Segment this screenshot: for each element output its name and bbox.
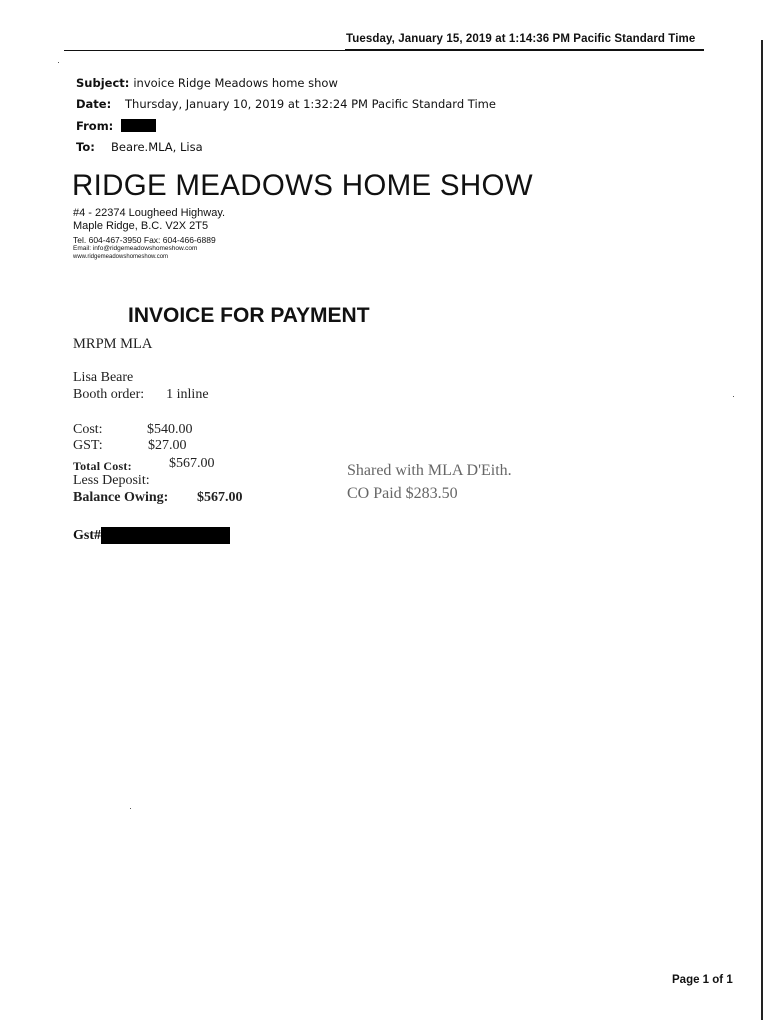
balance-owing-value: $567.00 [197, 490, 243, 505]
print-timestamp: Tuesday, January 15, 2019 at 1:14:36 PM Pacific Standard Time [346, 33, 696, 45]
total-cost-label: Total Cost: [73, 459, 132, 473]
balance-owing-label: Balance Owing: [73, 490, 169, 505]
gst-number-label: Gst# [73, 527, 101, 543]
scan-speck [58, 62, 59, 63]
scan-speck [733, 396, 734, 397]
invoice-recipient: MRPM MLA [73, 336, 153, 352]
subject-label: Subject: [76, 75, 130, 90]
subject-value: invoice Ridge Meadows home show [133, 75, 338, 90]
to-label: To: [76, 140, 95, 155]
booth-order-row [73, 387, 209, 403]
company-name: RIDGE MEADOWS HOME SHOW [72, 169, 533, 202]
redaction-box [121, 119, 156, 132]
company-address-line2: Maple Ridge, B.C. V2X 2T5 [73, 220, 209, 232]
date-value: Thursday, January 10, 2019 at 1:32:24 PM Pacific Standard Time [125, 97, 496, 112]
subject-row [76, 72, 496, 94]
gst-label: GST: [73, 438, 103, 453]
to-value: Beare.MLA, Lisa [111, 140, 203, 155]
gst-number-row [73, 527, 230, 544]
date-row [76, 94, 496, 116]
customer-name: Lisa Beare [73, 370, 134, 385]
scan-speck [130, 808, 131, 809]
from-label: From: [76, 118, 114, 133]
header-rule-bold [345, 49, 704, 51]
booth-order-label: Booth order: [73, 387, 145, 402]
page-number: Page 1 of 1 [672, 974, 733, 986]
company-email: Email: info@ridgemeadowshomeshow.com [73, 245, 198, 252]
company-address-line1: #4 - 22374 Lougheed Highway. [73, 207, 226, 219]
from-row [76, 115, 496, 137]
cost-label: Cost: [73, 422, 103, 437]
email-metadata [76, 72, 496, 158]
gst-number-redaction [101, 527, 230, 544]
cost-value: $540.00 [147, 422, 193, 437]
company-website: www.ridgemeadowshomeshow.com [73, 254, 169, 260]
company-phone: Tel. 604-467-3950 Fax: 604-466-6889 [73, 235, 216, 245]
handwritten-note-line1: Shared with MLA D'Eith. [347, 462, 512, 479]
date-label: Date: [76, 97, 112, 112]
gst-value: $27.00 [148, 438, 187, 453]
handwritten-note-line2: CO Paid $283.50 [347, 485, 458, 502]
to-row [76, 137, 496, 159]
less-deposit-label: Less Deposit: [73, 473, 150, 488]
invoice-title: INVOICE FOR PAYMENT [128, 304, 370, 327]
booth-order-value: 1 inline [166, 387, 209, 402]
total-cost-value: $567.00 [169, 456, 215, 471]
scan-edge-line [761, 40, 763, 1020]
